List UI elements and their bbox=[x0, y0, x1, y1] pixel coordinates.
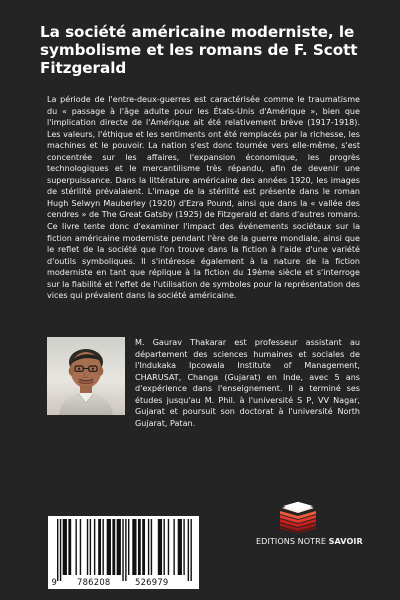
barcode-bar-25 bbox=[173, 519, 174, 575]
barcode-bar-28 bbox=[188, 519, 189, 581]
barcode-bar-14 bbox=[122, 519, 123, 581]
publisher-name bbox=[256, 536, 363, 546]
book-stack-icon bbox=[276, 497, 320, 533]
book-summary: La période de l'entre-deux-guerres est caractérisée comme le traumatisme du « passage à l'âge adulte pour les États-Unis d'Amérique », bien que l'implication directe de l'Amérique ait été relativement brève (1917-1918). Les valeurs, l'éthique et les sentiments ont été remplacés par la richesse, les machines et le pouvoir. La nation s'est donc tournée vers elle-même, s'est concentrée sur les affaires, l'expansion économique, les progrès technologiques et le mercantilisme très répandu, afin de devenir une superpuissance. Dans la littérature américaine des années 1920, les images de stérilité prévalaient. L'image de la stérilité est présente dans le roman Hugh Selwyn Mauberley (1920) d'Ezra Pound, ainsi que dans la « vallée des cendres » de The Great Gatsby (1925) de Fitzgerald et dans d'autres romans. Ce livre tente donc d'examiner l'impact des événements sociétaux sur la fiction américaine moderniste pendant l'ère de la guerre mondiale, ainsi que le reflet de la société que l'on trouve dans la fiction à l'aide d'une variété d'outils symboliques. Il s'intéresse également à la nature de la fiction moderniste en tant que réplique à la fiction du 19ème siècle et s'interroge sur la fiabilité et l'effet de l'utilisation de symboles pour la représentation des vices qui prévalent dans la société américaine. bbox=[47, 95, 360, 301]
barcode-bar-26 bbox=[178, 519, 182, 575]
publisher-mark bbox=[256, 497, 363, 549]
barcode-bar-22 bbox=[158, 519, 162, 575]
barcode-bar-21 bbox=[151, 519, 152, 575]
barcode-bar-2 bbox=[63, 519, 67, 575]
barcode-left-digits: 786208 bbox=[77, 577, 111, 587]
isbn-barcode bbox=[48, 516, 199, 589]
barcode-bar-6 bbox=[87, 519, 88, 575]
author-bio: M. Gaurav Thakarar est professeur assistant au département des sciences humaines et sociales de l'Indukaka Ipcowala Institute of Management, CHARUSAT, Changa (Gujarat) en Inde, avec 5 ans d'expérience dans l'enseignement. Il a terminé ses études jusqu'au M. Phil. à l'université S P, VV Nagar, Gujarat et poursuit son doctorat à l'université North Gujarat, Patan. bbox=[135, 338, 360, 428]
book-title: La société américaine moderniste, le symbolisme et les romans de F. Scott Fitzgerald bbox=[40, 23, 358, 77]
barcode-bar-8 bbox=[94, 519, 95, 575]
barcode-bar-5 bbox=[80, 519, 81, 575]
publisher-name-suffix: SAVOIR bbox=[328, 536, 363, 546]
barcode-bar-29 bbox=[190, 519, 191, 581]
barcode-bar-20 bbox=[148, 519, 149, 575]
barcode-bar-24 bbox=[168, 519, 169, 575]
barcode-right-digits: 526979 bbox=[135, 577, 169, 587]
barcode-bar-7 bbox=[90, 519, 91, 575]
barcode-bar-10 bbox=[102, 519, 103, 575]
barcode-bar-0 bbox=[57, 519, 58, 581]
barcode-bar-3 bbox=[68, 519, 71, 575]
barcode-bar-4 bbox=[75, 519, 76, 575]
barcode-bar-11 bbox=[107, 519, 111, 575]
author-photo bbox=[47, 337, 125, 415]
barcode-bar-1 bbox=[60, 519, 61, 581]
publisher-name-prefix: EDITIONS NOTRE bbox=[256, 536, 327, 546]
barcode-bar-15 bbox=[125, 519, 126, 581]
barcode-bar-17 bbox=[132, 519, 136, 575]
barcode-bar-18 bbox=[138, 519, 141, 575]
author-section bbox=[47, 337, 360, 428]
barcode-bar-13 bbox=[117, 519, 121, 575]
barcode-bar-23 bbox=[164, 519, 165, 575]
barcode-lead-digit: 9 bbox=[51, 577, 58, 587]
barcode-bar-16 bbox=[128, 519, 129, 575]
barcode-bar-27 bbox=[183, 519, 184, 575]
barcode-bar-12 bbox=[112, 519, 115, 575]
barcode-bar-9 bbox=[98, 519, 101, 575]
barcode-bar-19 bbox=[142, 519, 145, 575]
